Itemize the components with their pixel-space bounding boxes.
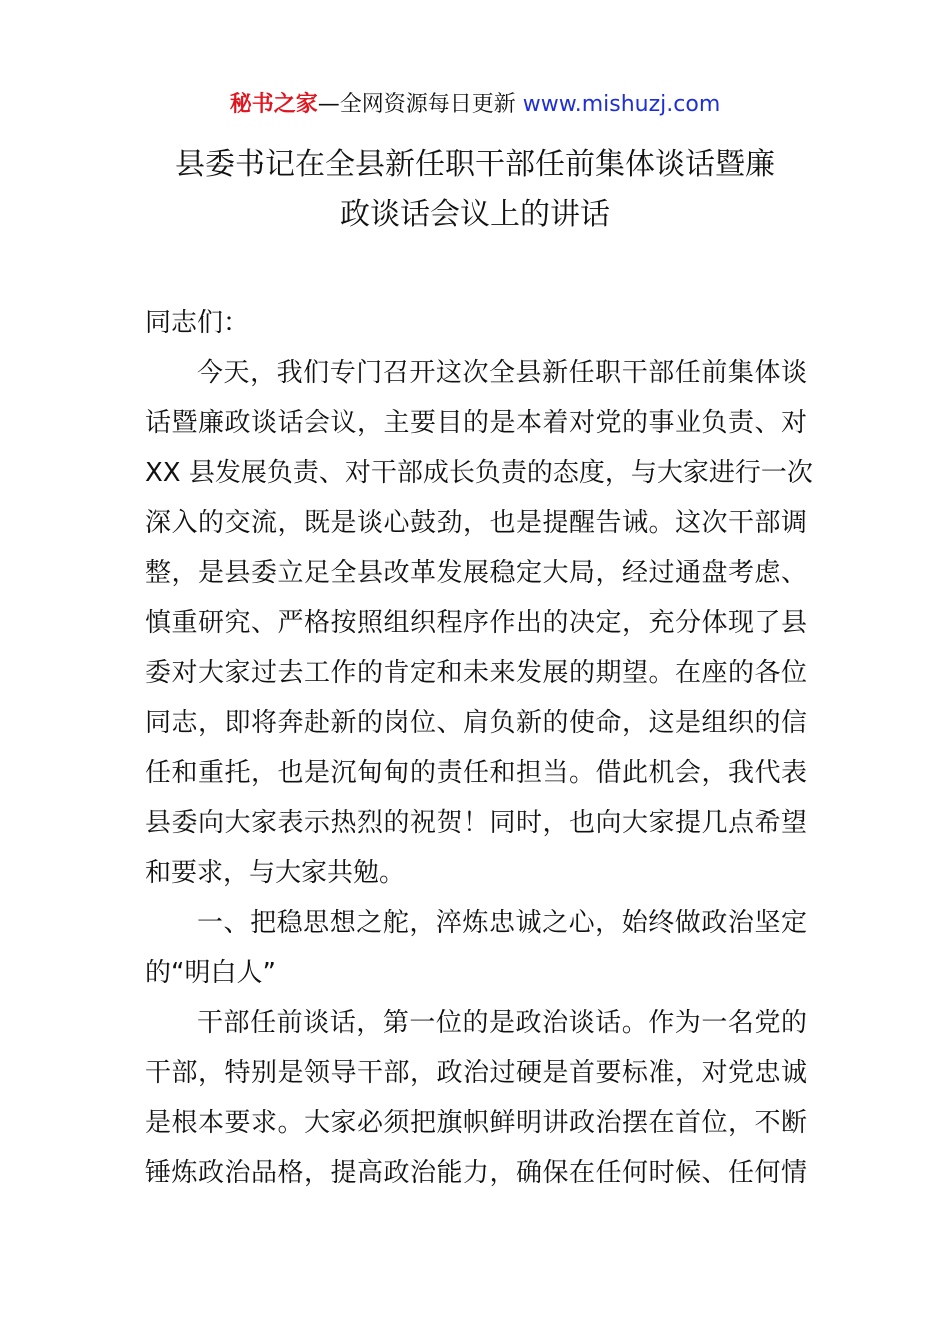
paragraph-line: 整，是县委立足全县改革发展稳定大局，经过通盘考虑、 (145, 558, 807, 588)
paragraph-line: 县委向大家表示热烈的祝贺！同时，也向大家提几点希望 (145, 808, 807, 838)
paragraph-line: 干部，特别是领导干部，政治过硬是首要标准，对党忠诚 (145, 1058, 807, 1088)
title-line-1: 县委书记在全县新任职干部任前集体谈话暨廉 (175, 147, 775, 182)
paragraph-line: 锤炼政治品格，提高政治能力，确保在任何时候、任何情 (145, 1158, 807, 1188)
salutation: 同志们： (145, 308, 250, 338)
title-line-2: 政谈话会议上的讲话 (340, 197, 610, 232)
paragraph-line: 和要求，与大家共勉。 (145, 858, 406, 888)
paragraph-line: 今天，我们专门召开这次全县新任职干部任前集体谈 (197, 358, 807, 388)
paragraph-line: 是根本要求。大家必须把旗帜鲜明讲政治摆在首位，不断 (145, 1108, 807, 1138)
document-title (120, 140, 830, 240)
paragraph-line: 委对大家过去工作的肯定和未来发展的期望。在座的各位 (145, 658, 807, 688)
document-body (145, 298, 813, 1198)
section-heading-line: 的“明白人” (145, 958, 276, 988)
paragraph-line: 干部任前谈话，第一位的是政治谈话。作为一名党的 (197, 1008, 807, 1038)
site-brand: 秘书之家 (229, 92, 318, 117)
paragraph-line: 深入的交流，既是谈心鼓劲，也是提醒告诫。这次干部调 (145, 508, 807, 538)
paragraph-line: 任和重托，也是沉甸甸的责任和担当。借此机会，我代表 (145, 758, 807, 788)
paragraph-line: 话暨廉政谈话会议，主要目的是本着对党的事业负责、对 (145, 408, 807, 438)
site-tagline: —全网资源每日更新 (317, 92, 516, 117)
site-url-link[interactable]: www.mishuzj.com (522, 92, 721, 117)
paragraph-line: 慎重研究、严格按照组织程序作出的决定，充分体现了县 (145, 608, 807, 638)
paragraph-line: 同志，即将奔赴新的岗位、肩负新的使命，这是组织的信 (145, 708, 807, 738)
paragraph-line: XX 县发展负责、对干部成长负责的态度，与大家进行一次 (145, 458, 813, 488)
section-heading-line: 一、把稳思想之舵，淬炼忠诚之心，始终做政治坚定 (197, 908, 807, 938)
site-header (0, 88, 950, 122)
